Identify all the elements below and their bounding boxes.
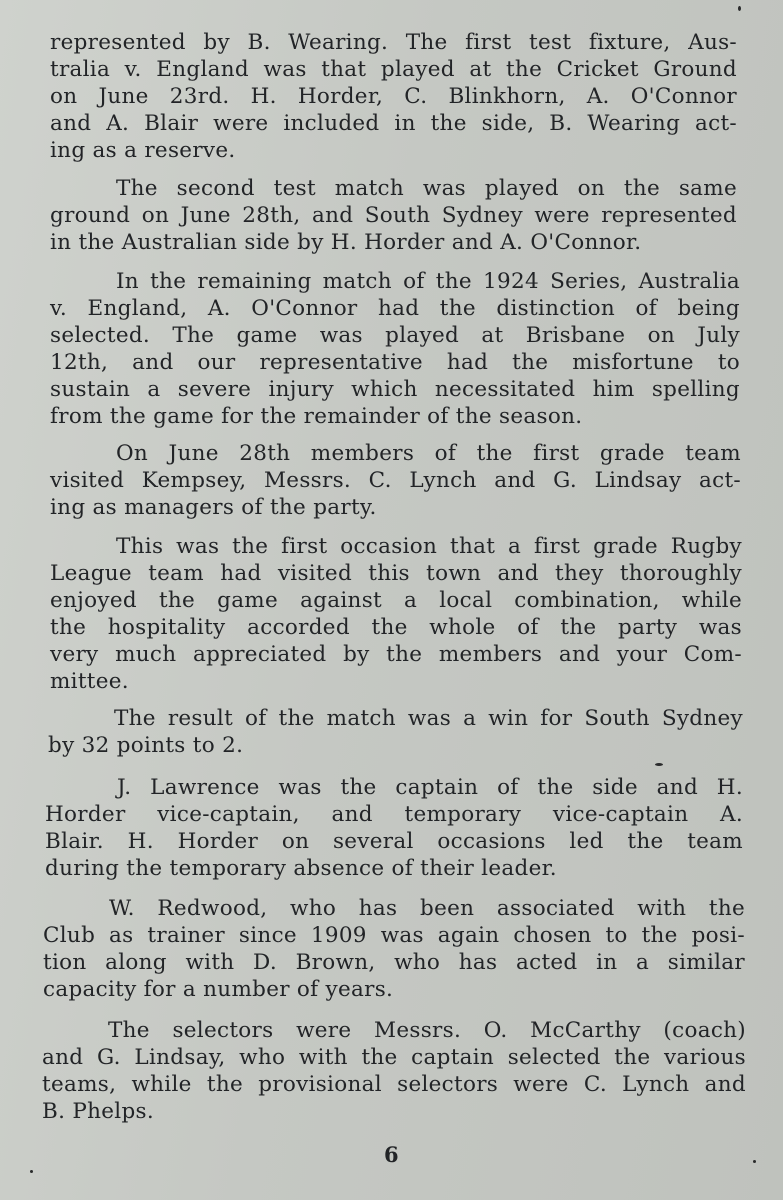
paragraph [43, 895, 745, 1003]
text-line: from the game for the remainder of the season. [50, 404, 583, 429]
text-line: This was the first occasion that a first grade Rugby [116, 534, 742, 559]
text-line: The second test match was played on the same [116, 176, 737, 201]
text-line: mittee. [50, 669, 129, 694]
text-line: On June 28th members of the first grade team [116, 441, 741, 466]
print-speck [753, 1160, 756, 1163]
paragraph [50, 175, 737, 256]
text-line: 12th, and our representative had the misfortune to [50, 350, 740, 375]
text-line: capacity for a number of years. [43, 977, 394, 1002]
text-line: tion along with D. Brown, who has acted in a similar [43, 950, 745, 975]
text-line: during the temporary absence of their leader. [45, 856, 557, 881]
paragraph [42, 1017, 746, 1125]
page-number: 6 [383, 1142, 400, 1167]
print-speck [738, 6, 741, 11]
text-line: v. England, A. O'Connor had the distinction of being [50, 296, 740, 321]
text-line: In the remaining match of the 1924 Series, Australia [116, 269, 740, 294]
paragraph [50, 29, 737, 164]
text-line: J. Lawrence was the captain of the side and H. [117, 775, 743, 800]
text-line: The selectors were Messrs. O. McCarthy (coach) [108, 1018, 746, 1043]
print-speck [30, 1170, 33, 1173]
text-line: the hospitality accorded the whole of the party was [50, 615, 742, 640]
text-line: Horder vice-captain, and temporary vice-captain A. [45, 802, 743, 827]
text-line: in the Australian side by H. Horder and A. O'Connor. [50, 230, 642, 255]
text-line: enjoyed the game against a local combination, while [50, 588, 742, 613]
text-line: ing as a reserve. [50, 138, 236, 163]
text-line: League team had visited this town and they thoroughly [50, 561, 742, 586]
print-speck [655, 763, 663, 766]
paragraph [50, 440, 741, 521]
paragraph [48, 705, 743, 759]
text-line: teams, while the provisional selectors were C. Lynch and [42, 1072, 746, 1097]
text-line: by 32 points to 2. [48, 733, 244, 758]
text-line: Club as trainer since 1909 was again chosen to the posi- [43, 923, 745, 948]
text-line: B. Phelps. [42, 1099, 155, 1124]
paragraph [45, 774, 743, 882]
text-line: The result of the match was a win for South Sydney [114, 706, 743, 731]
text-line: sustain a severe injury which necessitated him spelling [50, 377, 740, 402]
text-line: ing as managers of the party. [50, 495, 377, 520]
text-line: W. Redwood, who has been associated with the [109, 896, 745, 921]
paragraph [50, 533, 742, 695]
paragraph [50, 268, 740, 430]
text-line: very much appreciated by the members and your Com- [50, 642, 742, 667]
text-line: Blair. H. Horder on several occasions led the team [45, 829, 743, 854]
text-line: and G. Lindsay, who with the captain selected the various [42, 1045, 746, 1070]
text-line: selected. The game was played at Brisbane on July [50, 323, 740, 348]
text-line: and A. Blair were included in the side, B. Wearing act- [50, 111, 737, 136]
text-line: represented by B. Wearing. The first test fixture, Aus- [50, 30, 737, 55]
text-line: visited Kempsey, Messrs. C. Lynch and G. Lindsay act- [50, 468, 741, 493]
text-line: tralia v. England was that played at the Cricket Ground [50, 57, 737, 82]
text-line: ground on June 28th, and South Sydney were represented [50, 203, 737, 228]
text-line: on June 23rd. H. Horder, C. Blinkhorn, A. O'Connor [50, 84, 737, 109]
